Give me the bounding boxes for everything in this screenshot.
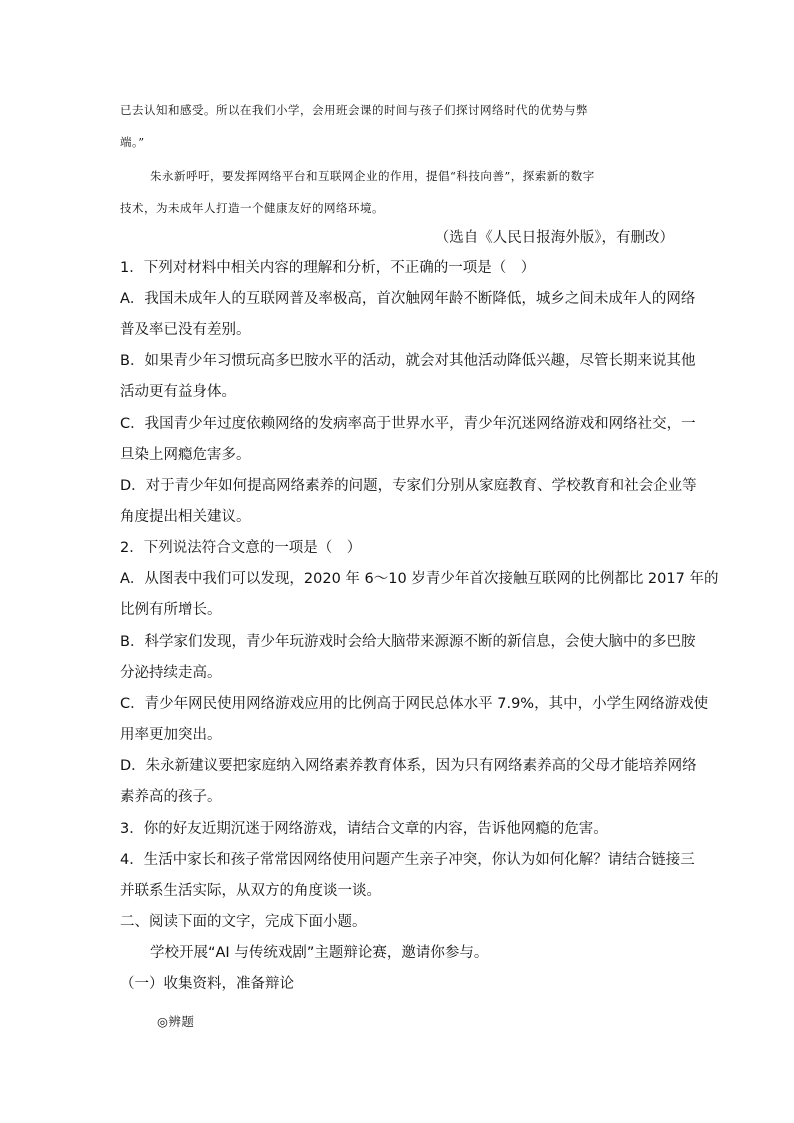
- option-c-cont: 旦染上网瘾危害多。: [120, 447, 251, 463]
- option-a-cont: 比例有所增长。: [120, 602, 222, 618]
- option-b: B．科学家们发现，青少年玩游戏时会给大脑带来源源不断的新信息，会使大脑中的多巴胺: [120, 634, 696, 650]
- option-c: C．青少年网民使用网络游戏应用的比例高于网民总体水平 7.9%，其中，小学生网络游戏使: [120, 696, 709, 712]
- topic-label: ◎辨题: [157, 1014, 195, 1029]
- option-d-cont: 角度提出相关建议。: [120, 509, 251, 525]
- passage-line: 端。”: [120, 135, 145, 149]
- option-b: B．如果青少年习惯玩高多巴胺水平的活动，就会对其他活动降低兴趣，尽管长期来说其他: [120, 353, 696, 369]
- option-d: D．朱永新建议要把家庭纳入网络素养教育体系，因为只有网络素养高的父母才能培养网络: [120, 758, 697, 774]
- passage-line: 已去认知和感受。所以在我们小学，会用班会课的时间与孩子们探讨网络时代的优势与弊: [120, 103, 588, 117]
- option-d: D．对于青少年如何提高网络素养的问题，专家们分别从家庭教育、学校教育和社会企业等: [120, 478, 697, 494]
- passage-line: 技术，为未成年人打造一个健康友好的网络环境。: [120, 201, 384, 215]
- option-d-cont: 素养高的孩子。: [120, 789, 222, 805]
- question-1-stem: 1．下列对材料中相关内容的理解和分析，不正确的一项是（ ）: [120, 260, 536, 276]
- option-c: C．我国青少年过度依赖网络的发病率高于世界水平，青少年沉迷网络游戏和网络社交，一: [120, 416, 696, 432]
- option-b-cont: 分泌持续走高。: [120, 665, 222, 681]
- question-3: 3．你的好友近期沉迷于网络游戏，请结合文章的内容，告诉他网瘾的危害。: [120, 821, 608, 837]
- option-c-cont: 用率更加突出。: [120, 727, 222, 743]
- section-heading: 二、阅读下面的文字，完成下面小题。: [120, 914, 367, 930]
- option-b-cont: 活动更有益身体。: [120, 384, 236, 400]
- option-a: A．从图表中我们可以发现，2020 年 6～10 岁青少年首次接触互联网的比例都比 2017 年的: [120, 571, 719, 587]
- section-intro: 学校开展“AI 与传统戏剧”主题辩论赛，邀请你参与。: [150, 945, 489, 961]
- source-citation: （选自《人民日报海外版》，有删改）: [434, 230, 674, 246]
- subsection-title: （一）收集资料，准备辩论: [120, 976, 294, 992]
- question-4-cont: 并联系生活实际，从双方的角度谈一谈。: [120, 883, 381, 899]
- option-a-cont: 普及率已没有差别。: [120, 322, 251, 338]
- option-a: A．我国未成年人的互联网普及率极高，首次触网年龄不断降低，城乡之间未成年人的网络: [120, 291, 696, 307]
- passage-line: 朱永新呼吁，要发挥网络平台和互联网企业的作用，提倡“科技向善”，探索新的数字: [150, 169, 595, 183]
- question-4: 4．生活中家长和孩子常常因网络使用问题产生亲子冲突，你认为如何化解？请结合链接三: [120, 852, 695, 868]
- question-2-stem: 2．下列说法符合文意的一项是（ ）: [120, 540, 362, 556]
